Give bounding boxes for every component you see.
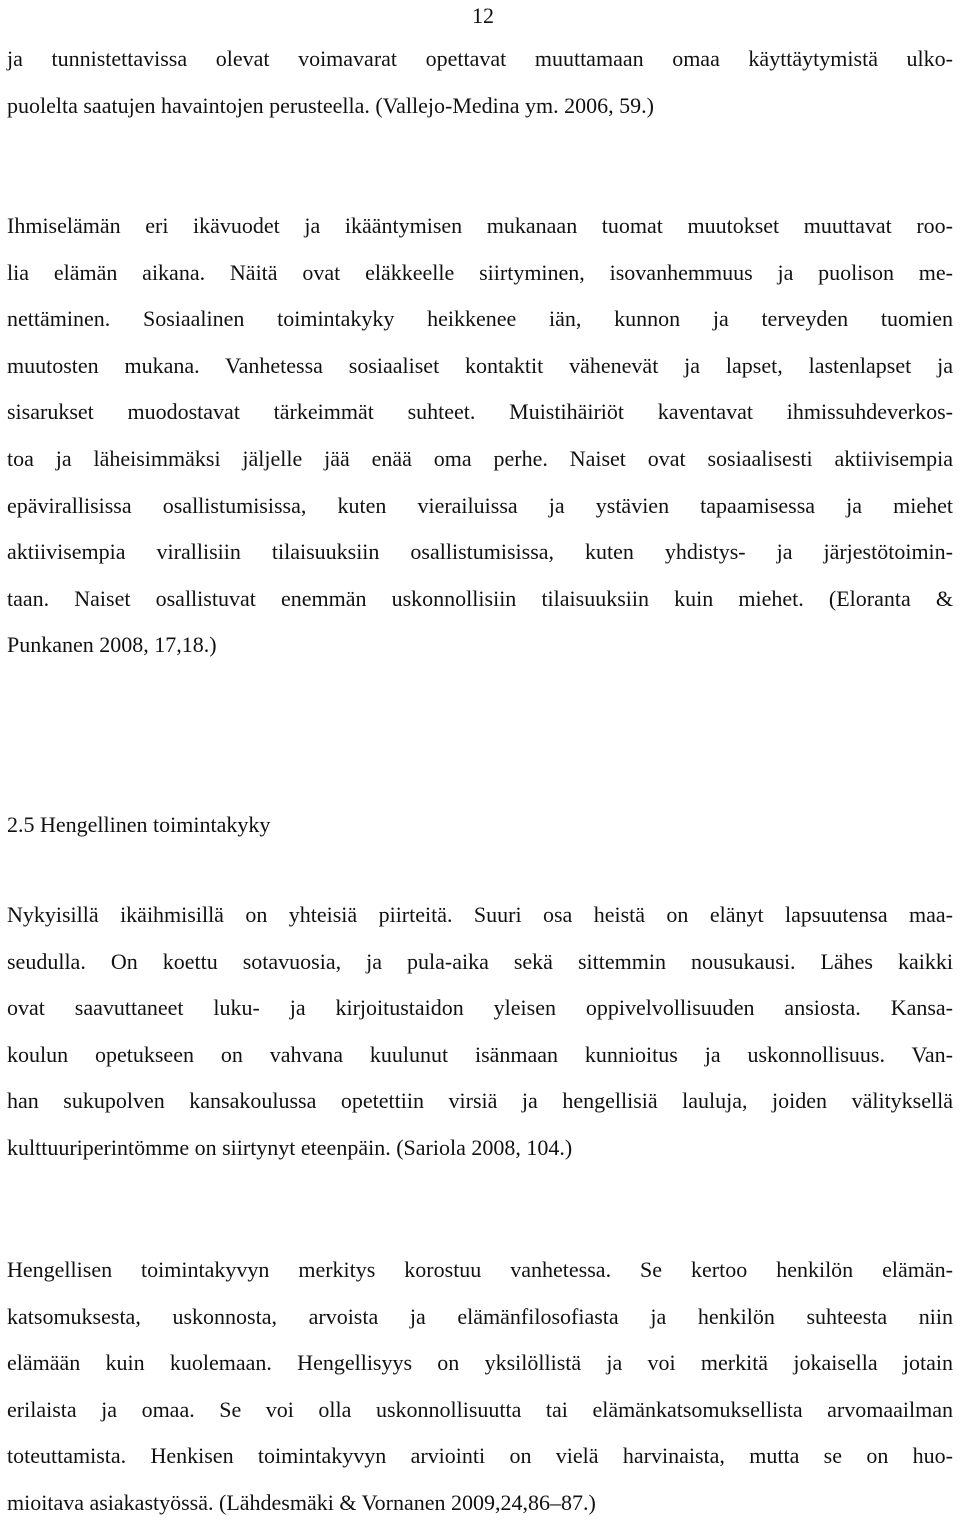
text-line: Hengellisen toimintakyvyn merkitys korostuu vanhetessa. Se kertoo henkilön elämän- — [7, 1257, 953, 1282]
text-line: puolelta saatujen havaintojen perusteella. (Vallejo-Medina ym. 2006, 59.) — [7, 92, 654, 118]
text-line: toa ja läheisimmäksi jäljelle jää enää oma perhe. Naiset ovat sosiaalisesti aktiivisempia — [7, 445, 953, 471]
paragraph-1 — [7, 45, 953, 138]
text-line: epävirallisissa osallistumisissa, kuten vierailuissa ja ystävien tapaamisessa ja miehet — [7, 492, 953, 518]
paragraph-2 — [7, 212, 953, 678]
text-line: lia elämän aikana. Näitä ovat eläkkeelle siirtyminen, isovanhemmuus ja puolison me- — [7, 259, 953, 285]
text-line: Ihmiselämän eri ikävuodet ja ikääntymisen mukanaan tuomat muutokset muuttavat roo- — [7, 213, 953, 238]
text-line: koulun opetukseen on vahvana kuulunut isänmaan kunnioitus ja uskonnollisuus. Van- — [7, 1041, 953, 1067]
text-line: Nykyisillä ikäihmisillä on yhteisiä piirteitä. Suuri osa heistä on elänyt lapsuutensa maa- — [7, 902, 953, 927]
text-line: mioitava asiakastyössä. (Lähdesmäki & Vornanen 2009,24,86–87.) — [7, 1489, 596, 1515]
text-line: han sukupolven kansakoulussa opetettiin virsiä ja hengellisiä lauluja, joiden välityksellä — [7, 1088, 953, 1114]
text-line: katsomuksesta, uskonnosta, arvoista ja elämänfilosofiasta ja henkilön suhteesta niin — [7, 1303, 953, 1329]
text-line: nettäminen. Sosiaalinen toimintakyky heikkenee iän, kunnon ja terveyden tuomien — [7, 306, 953, 332]
text-line: erilaista ja omaa. Se voi olla uskonnollisuutta tai elämänkatsomuksellista arvomaailman — [7, 1396, 953, 1422]
text-line: kulttuuriperintömme on siirtynyt eteenpäin. (Sariola 2008, 104.) — [7, 1134, 573, 1160]
text-line: ovat saavuttaneet luku- ja kirjoitustaidon yleisen oppivelvollisuuden ansiosta. Kansa- — [7, 995, 953, 1021]
text-line: aktiivisempia virallisiin tilaisuuksiin osallistumisissa, kuten yhdistys- ja järjestötoimin- — [7, 539, 953, 565]
paragraph-3 — [7, 901, 953, 1181]
text-line: seudulla. On koettu sotavuosia, ja pula-aika sekä sittemmin nousukausi. Lähes kaikki — [7, 948, 953, 974]
text-line: ja tunnistettavissa olevat voimavarat opettavat muuttamaan omaa käyttäytymistä ulko- — [7, 46, 953, 71]
text-line: muutosten mukana. Vanhetessa sosiaaliset kontaktit vähenevät ja lapset, lastenlapset ja — [7, 352, 953, 378]
paragraph-4 — [7, 1256, 953, 1536]
text-line: elämään kuin kuolemaan. Hengellisyys on yksilöllistä ja voi merkitä jokaisella jotain — [7, 1350, 953, 1376]
text-line: toteuttamista. Henkisen toimintakyvyn arviointi on vielä harvinaista, mutta se on huo- — [7, 1443, 953, 1469]
text-line: Punkanen 2008, 17,18.) — [7, 632, 217, 658]
section-heading: 2.5 Hengellinen toimintakyky — [7, 812, 271, 837]
text-line: taan. Naiset osallistuvat enemmän uskonnollisiin tilaisuuksiin kuin miehet. (Eloranta & — [7, 585, 953, 611]
text-line: sisarukset muodostavat tärkeimmät suhteet. Muistihäiriöt kaventavat ihmissuhdeverkos- — [7, 399, 953, 425]
page-number: 12 — [472, 3, 494, 28]
